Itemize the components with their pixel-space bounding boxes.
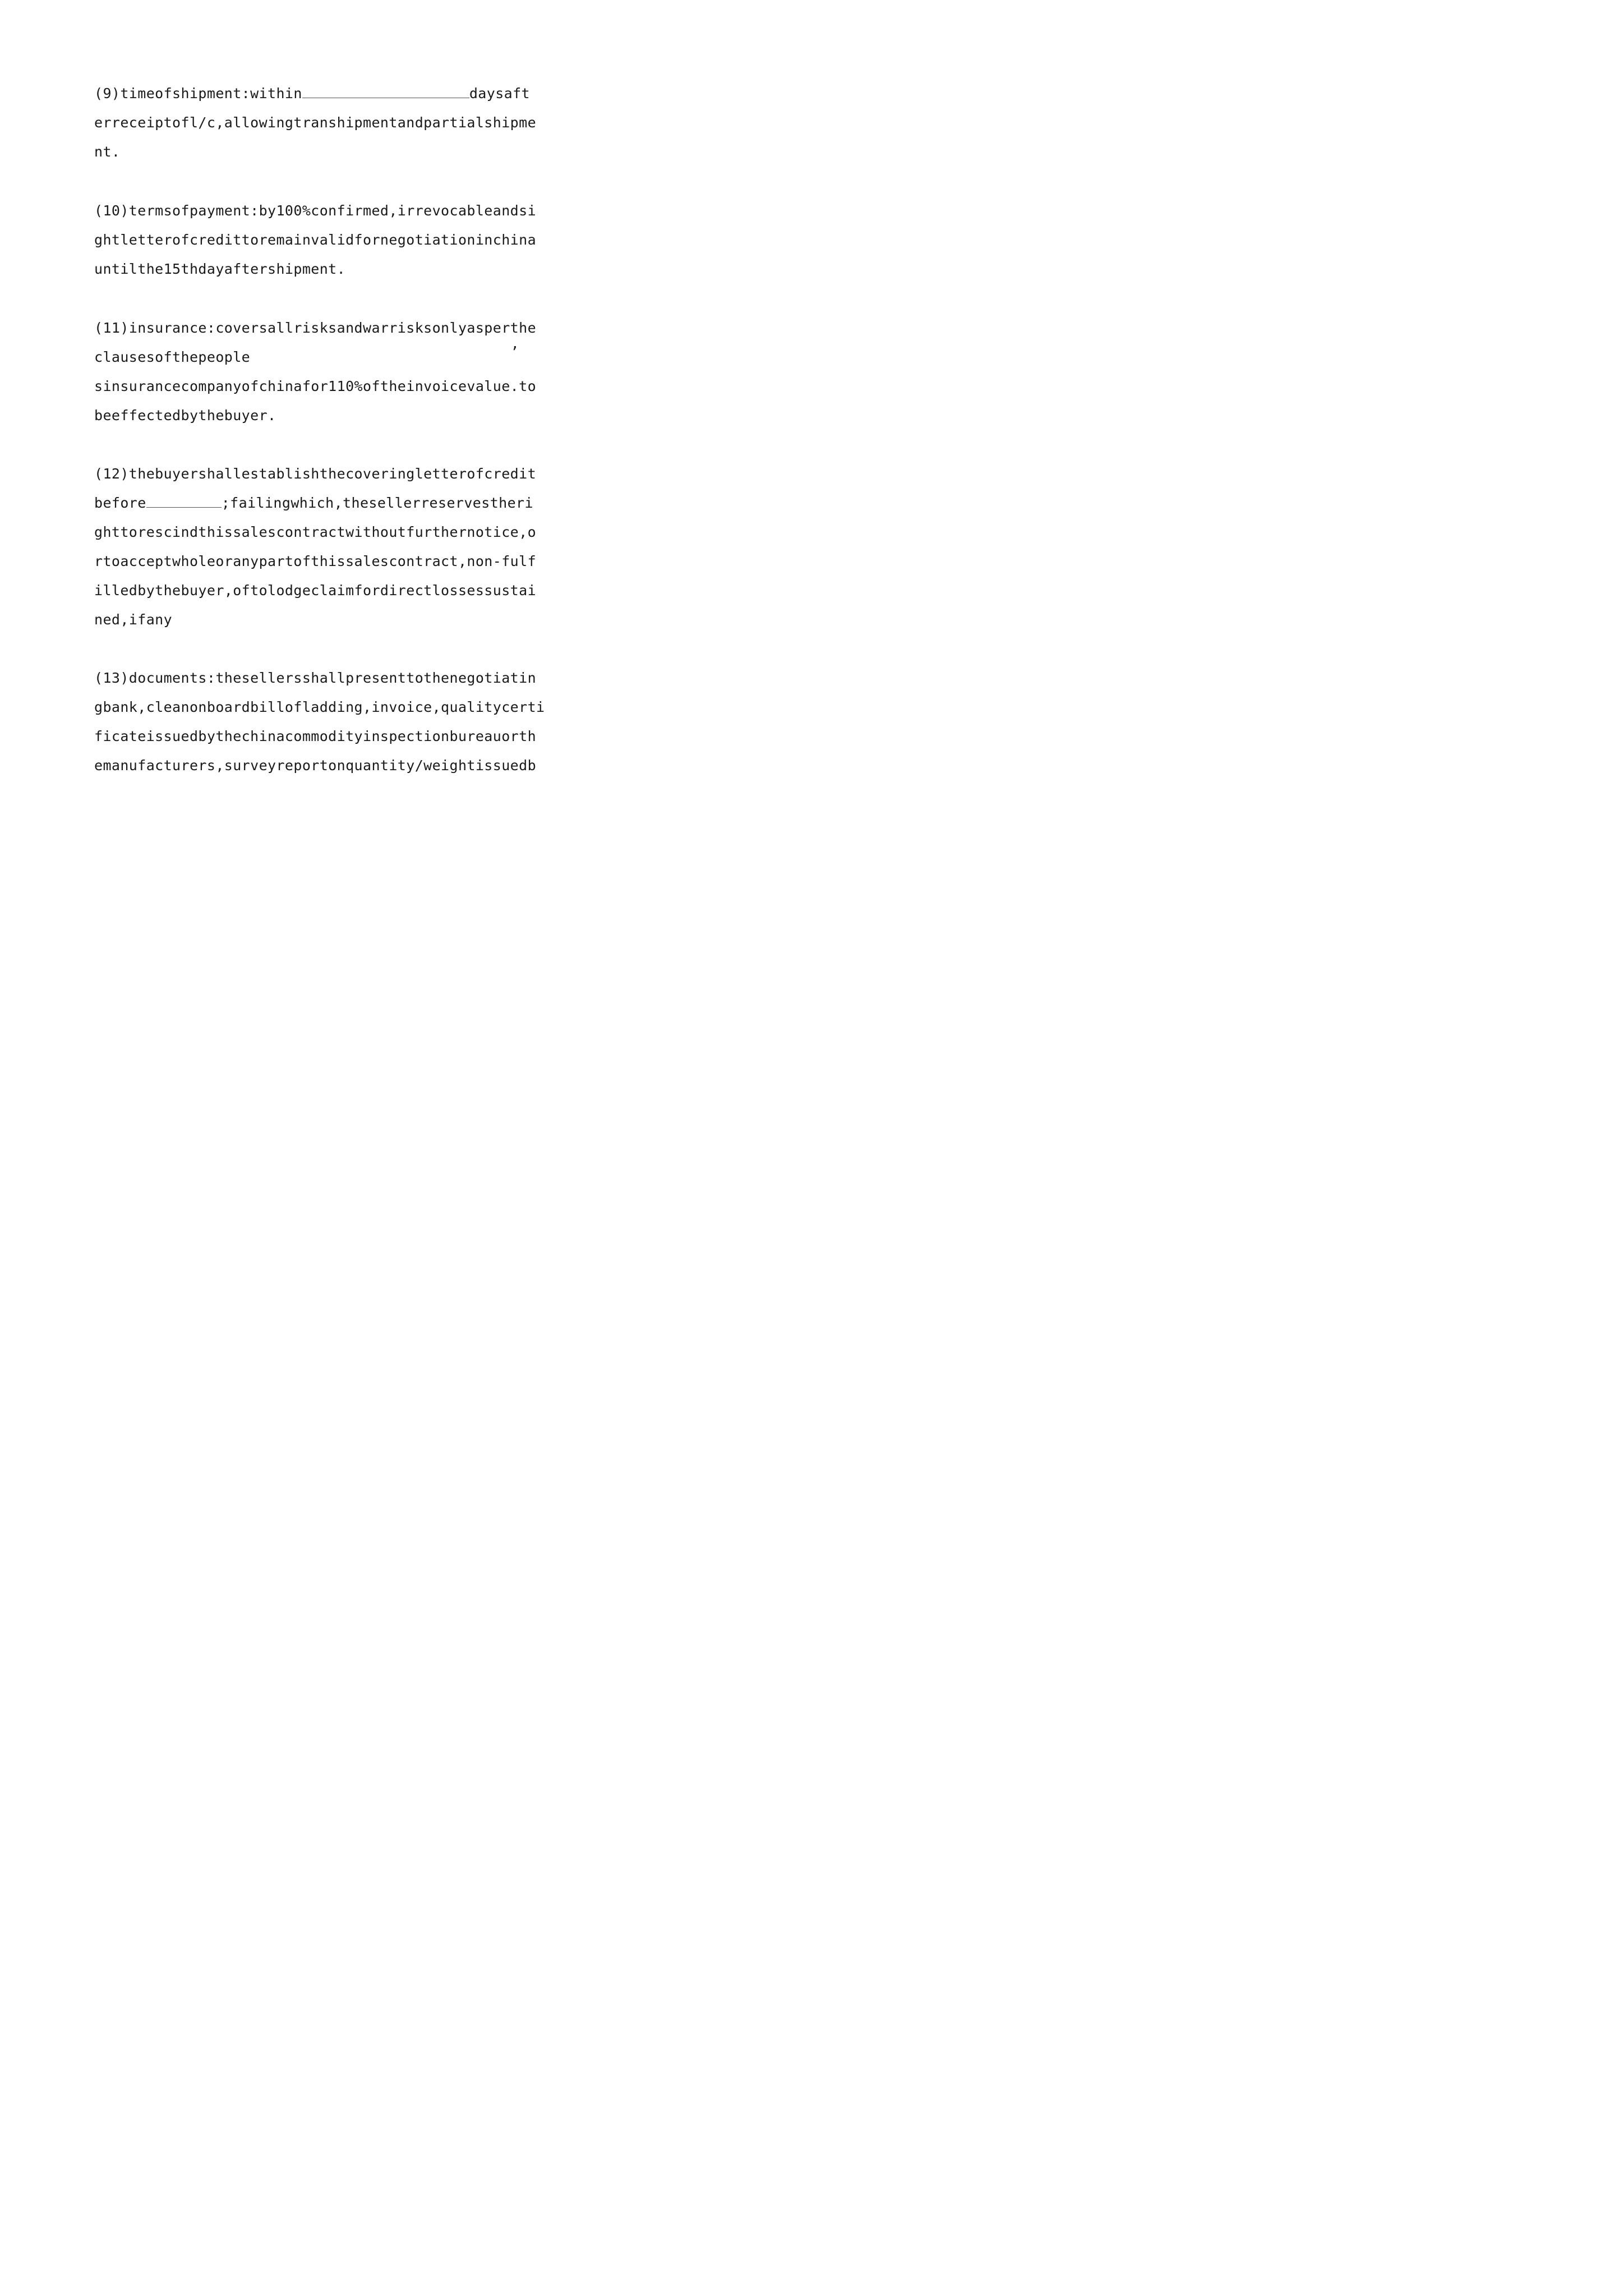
clause-9-text-start: (9)timeofshipment:within (94, 85, 302, 102)
clause-13-line-4: emanufacturers,surveyreportonquantity/weightissuedb (94, 757, 537, 774)
clause-10-line-3: untilthe15thdayaftershipment. (94, 261, 346, 277)
clause-12-line-5: illedbythebuyer,oftolodgeclaimfordirectlossessustai (94, 582, 537, 599)
lc-date-blank (146, 495, 222, 508)
clause-12-line-1: (12)thebuyershallestablishthecoveringletterofcredit (94, 466, 537, 482)
clause-12-line-2 (94, 495, 533, 512)
clause-13-line-2: gbank,cleanonboardbillofladding,invoice,qualitycerti (94, 699, 545, 715)
clause-11-line-1: (11)insurance:coversallrisksandwarrisksonlyasperthe (94, 320, 537, 336)
clause-13-line-3: ficateissuedbythechinacommodityinspectionbureauorth (94, 728, 537, 744)
clause-11-line-2: clausesofthepeople (94, 349, 251, 365)
clause-9-text-end: daysaft (469, 85, 531, 102)
clause-11-apostrophe: ’ (510, 344, 519, 360)
clause-12-text-start: before (94, 495, 146, 511)
clause-12-line-3: ghttorescindthissalescontractwithoutfurthernotice,o (94, 524, 537, 540)
shipment-days-blank (302, 85, 469, 98)
clause-11-line-3: sinsurancecompanyofchinafor110%oftheinvoicevalue.to (94, 378, 537, 394)
clause-12-line-6: ned,ifany (94, 611, 173, 628)
clause-11-line-4: beeffectedbythebuyer. (94, 407, 276, 424)
clause-9-line-2: erreceiptofl/c,allowingtranshipmentandpartialshipme (94, 114, 537, 131)
document-page (0, 0, 617, 872)
clause-12-line-4: rtoacceptwholeoranypartofthissalescontract,non-fulf (94, 553, 537, 569)
clause-9-line-1 (94, 85, 531, 102)
clause-9-line-3: nt. (94, 144, 121, 160)
clause-10-line-1: (10)termsofpayment:by100%confirmed,irrevocableandsi (94, 203, 537, 219)
clause-10-line-2: ghtletterofcredittoremainvalidfornegotiationinchina (94, 232, 537, 248)
clause-12-text-end: ;failingwhich,thesellerreservestheri (221, 495, 533, 511)
clause-13-line-1: (13)documents:thesellersshallpresenttothenegotiatin (94, 670, 537, 686)
